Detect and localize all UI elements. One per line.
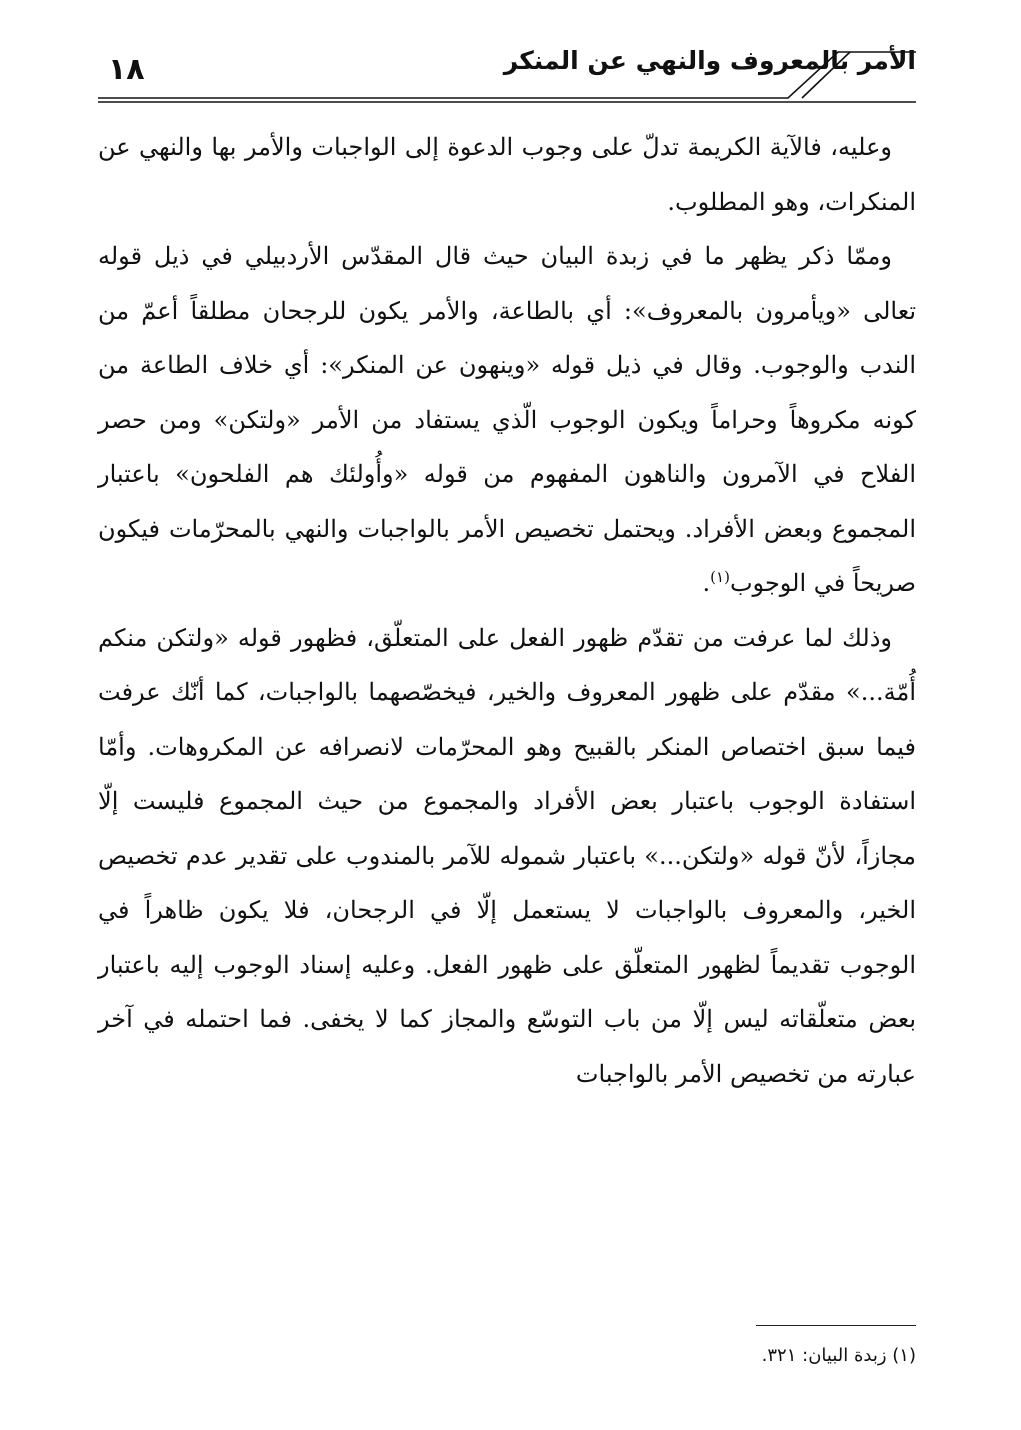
paragraph: وعليه، فالآية الكريمة تدلّ على وجوب الدعوة إلى الواجبات والأمر بها والنهي عن المنكرات، وهو المطلوب. xyxy=(98,133,916,216)
paragraph-text: وممّا ذكر يظهر ما في زبدة البيان حيث قال المقدّس الأردبيلي في ذيل قوله تعالى «ويأمرون بالمعروف»: أي بالطاعة، والأمر يكون للرجحان مطلقاً أعمّ من الندب والوجوب. وقال في ذيل قوله «وينهون عن المنكر»: أي خلاف الطاعة من كونه مكروهاً وحراماً ويكون الوجوب الّذي يستفاد من الأمر «ولتكن» ومن حصر الفلاح في الآمرون والناهون المفهوم من قوله «وأُولئك هم الفلحون» باعتبار المجموع وبعض الأفراد. ويحتمل تخصيص الأمر بالواجبات والنهي بالمحرّمات فيكون صريحاً في الوجوب xyxy=(98,242,916,597)
paragraph: وذلك لما عرفت من تقدّم ظهور الفعل على المتعلّق، فظهور قوله «ولتكن منكم أُمّة...» مقدّم على ظهور المعروف والخير، فيخصّصهما بالواجبات، كما أنّك عرفت فيما سبق اختصاص المنكر بالقبيح وهو المحرّمات لانصرافه عن المكروهات. وأمّا استفادة الوجوب باعتبار بعض الأفراد والمجموع من حيث المجموع فليست إلّا مجازاً، لأنّ قوله «ولتكن...» باعتبار شموله للآمر بالمندوب على تقدير عدم تخصيص الخير، والمعروف بالواجبات لا يستعمل إلّا في الرجحان، فلا يكون ظاهراً في الوجوب تقديماً لظهور المتعلّق على ظهور الفعل. وعليه إسناد الوجوب إليه باعتبار بعض متعلّقاته ليس إلّا من باب التوسّع والمجاز كما لا يخفى. فما احتمله في آخر عبارته من تخصيص الأمر بالواجبات xyxy=(98,623,917,1088)
page-header xyxy=(98,40,916,104)
main-text xyxy=(98,120,916,1101)
paragraph xyxy=(98,229,916,611)
footnote: (١) زبدة البيان: ٣٢١. xyxy=(761,1345,916,1366)
footnote-divider xyxy=(756,1325,916,1326)
paragraph-end: . xyxy=(702,569,711,597)
footnote-reference[interactable]: (١) xyxy=(710,568,730,586)
running-title: الأمر بالمعروف والنهي عن المنكر xyxy=(503,46,916,75)
page-number: ١٨ xyxy=(108,52,145,87)
